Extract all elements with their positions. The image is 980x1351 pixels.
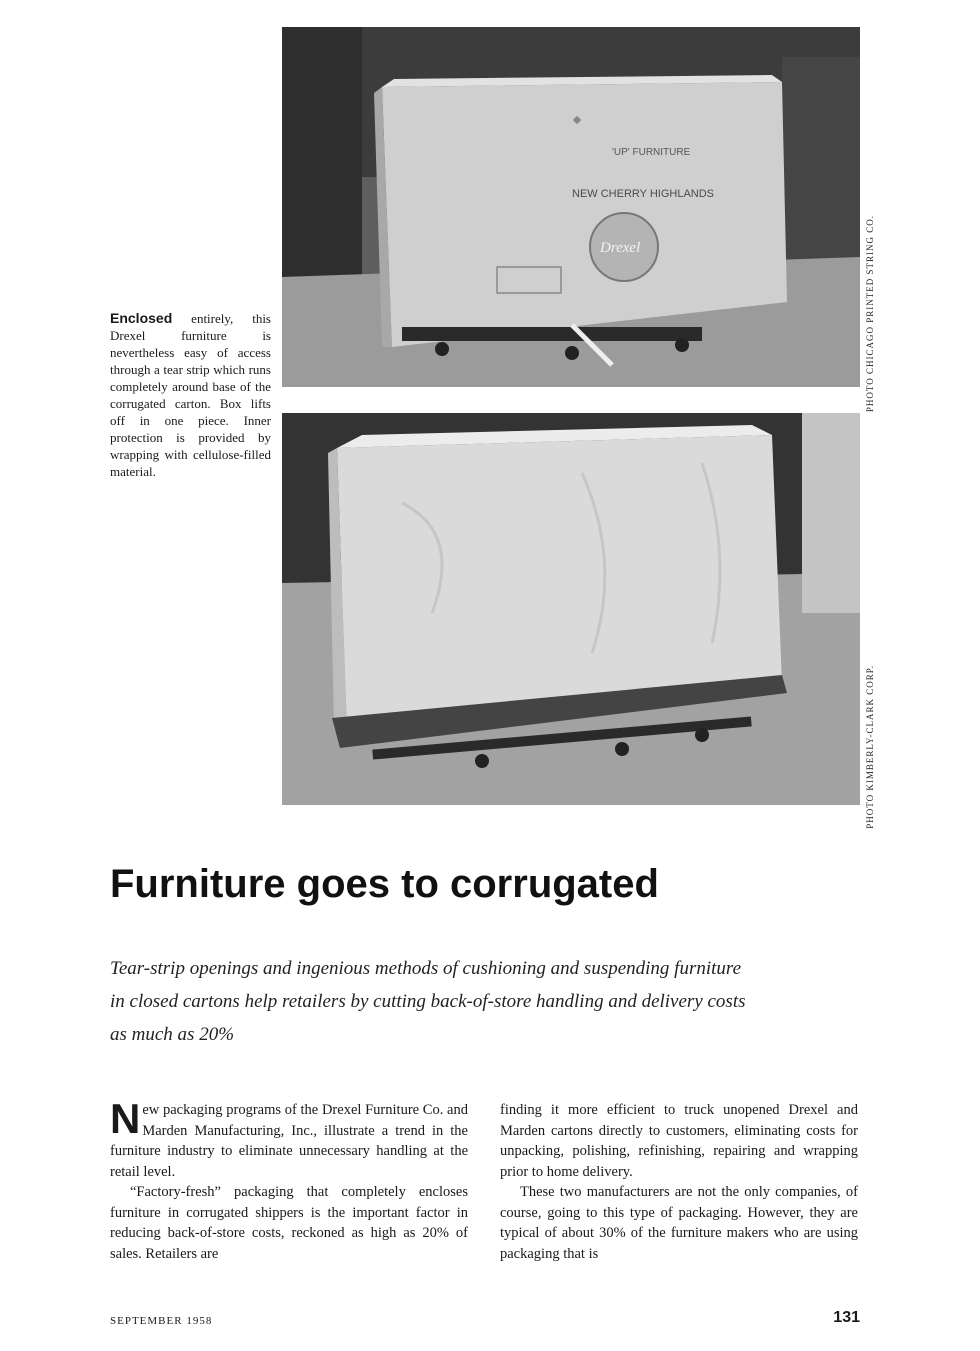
photo-wrapped-furniture bbox=[282, 413, 860, 805]
carton-label-drexel: Drexel bbox=[600, 240, 641, 256]
carton-illustration bbox=[282, 27, 860, 387]
photo-caption bbox=[110, 310, 271, 480]
body-column-1 bbox=[110, 1095, 468, 1264]
photo-carton bbox=[282, 27, 860, 387]
article-headline: Furniture goes to corrugated bbox=[110, 862, 659, 906]
caption-text: entirely, this Drexel furniture is nevertheless easy of access through a tear strip which runs completely around base of the corrugated carton. Box lifts off in one piece. Inner protection is provided by wrapping with cellulose-filled material. bbox=[110, 311, 271, 479]
carton-label-cherry: NEW CHERRY HIGHLANDS bbox=[572, 188, 715, 200]
carton-label-up-furniture: 'UP' FURNITURE bbox=[612, 147, 691, 158]
col2-paragraph-1: finding it more efficient to truck unopened Drexel and Marden cartons directly to customers, eliminating costs for unpacking, polishing, refinishing, repairing and wrapping prior to home delivery. bbox=[500, 1102, 858, 1180]
col1-p1-text: ew packaging programs of the Drexel Furniture Co. and Marden Manufacturing, Inc., illustrate a trend in the furniture industry to eliminate unnecessary handling at the retail level. bbox=[110, 1102, 468, 1180]
photo-credit-bottom: PHOTO KIMBERLY-CLARK CORP. bbox=[865, 665, 875, 829]
photo-credit-top: PHOTO CHICAGO PRINTED STRING CO. bbox=[865, 215, 875, 413]
issue-date: SEPTEMBER 1958 bbox=[110, 1315, 213, 1327]
caption-lead: Enclosed bbox=[110, 310, 173, 326]
body-column-2 bbox=[500, 1100, 858, 1264]
col1-paragraph-2: “Factory-fresh” packaging that completely encloses furniture in corrugated shippers is the important factor in reducing back-of-store costs, reckoned as high as 20% of sales. Retailers are bbox=[110, 1184, 468, 1262]
col2-paragraph-2: These two manufacturers are not the only companies, of course, going to this type of packaging. However, they are typical of about 30% of the furniture makers who are using packaging that is bbox=[500, 1184, 858, 1262]
article-deck: Tear-strip openings and ingenious methods of cushioning and suspending furniture in closed cartons help retailers by cutting back-of-store handling and delivery costs as much as 20% bbox=[110, 958, 746, 1045]
col1-paragraph-1 bbox=[110, 1095, 468, 1182]
drop-cap: N bbox=[110, 1095, 141, 1142]
wrapped-furniture-illustration bbox=[282, 413, 860, 805]
page-number: 131 bbox=[833, 1309, 860, 1326]
